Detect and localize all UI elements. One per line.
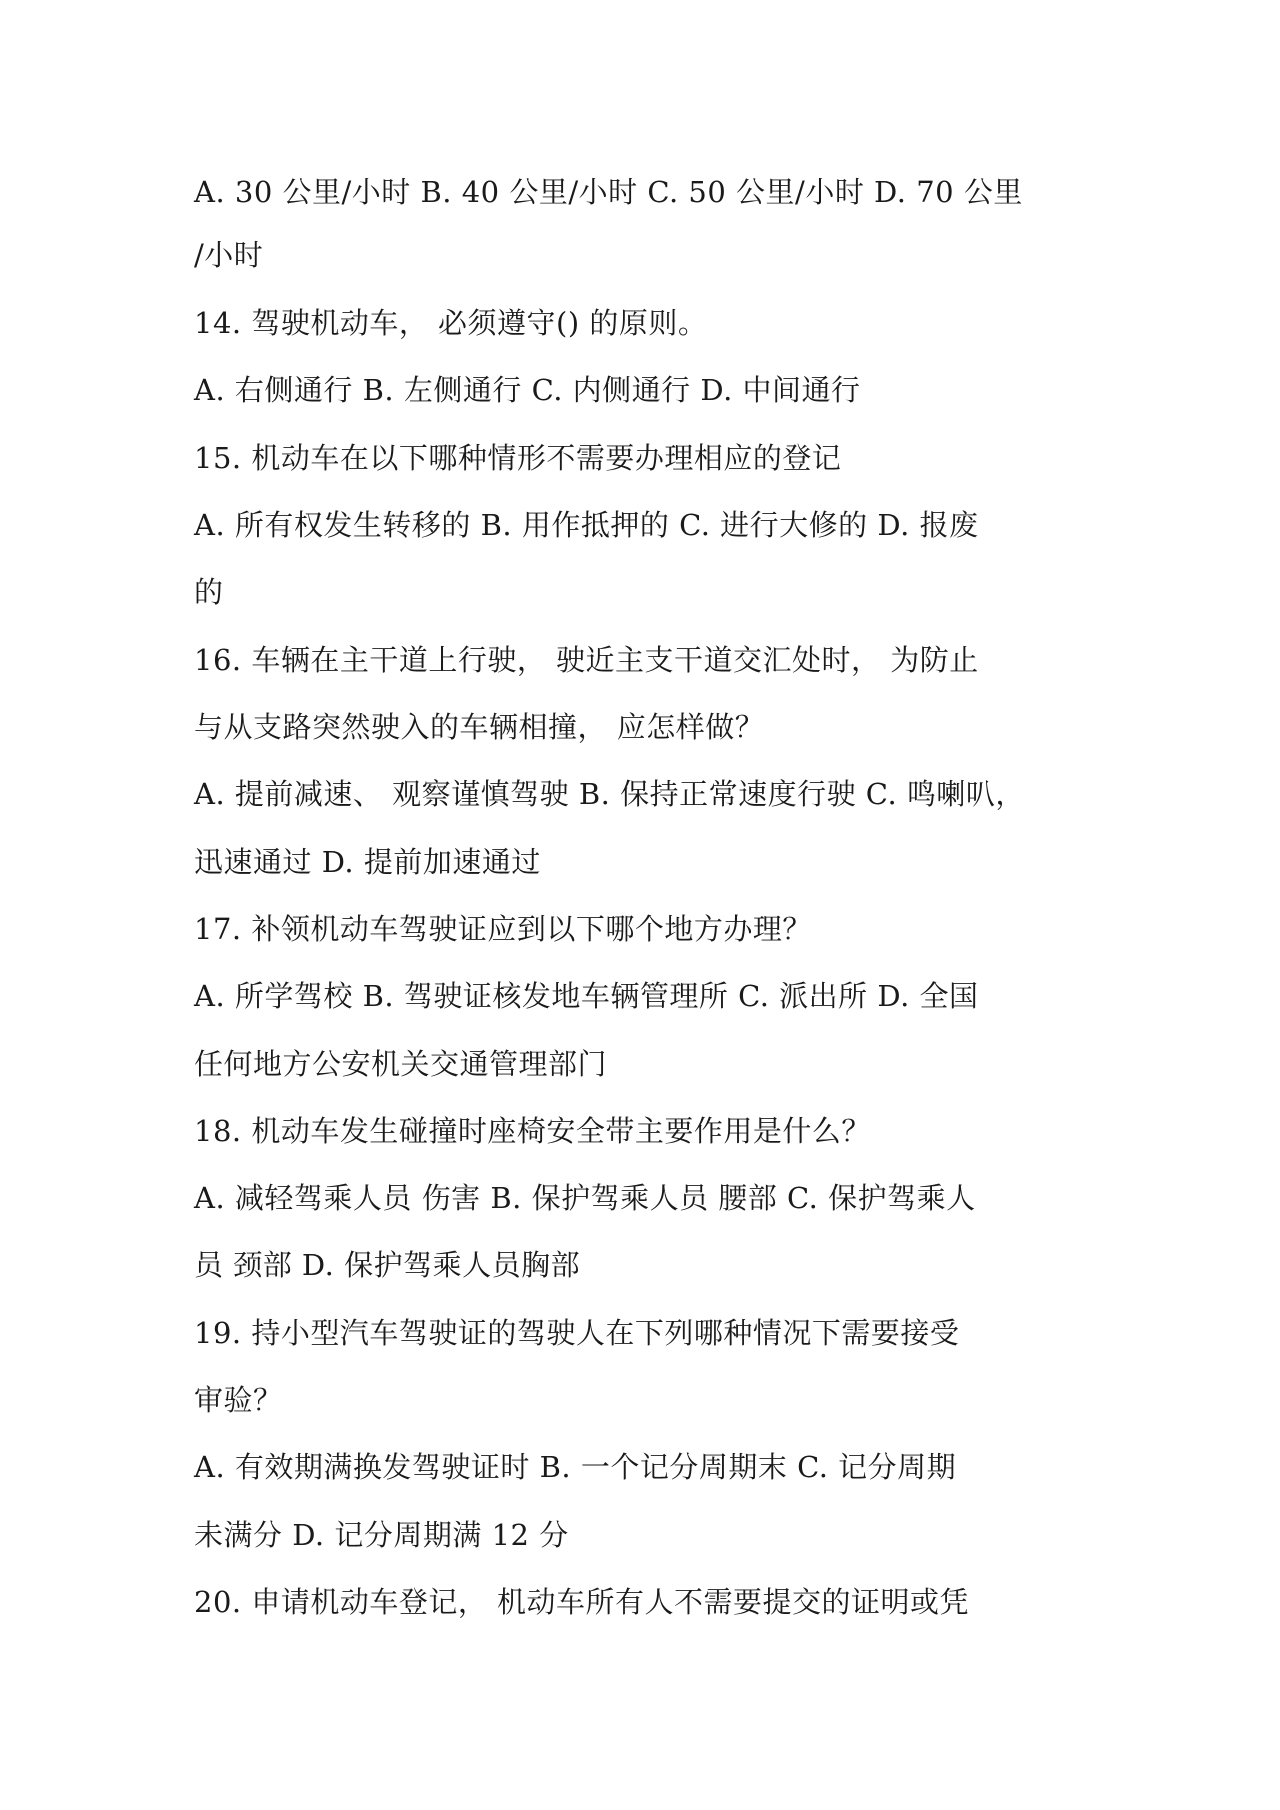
text-line: 未满分 D. 记分周期满 12 分 [194, 1518, 569, 1552]
question-20: 20. 申请机动车登记， 机动车所有人不需要提交的证明或凭 [194, 1585, 970, 1619]
question-16: 16. 车辆在主干道上行驶， 驶近主支干道交汇处时， 为防止 [194, 643, 979, 677]
question-17: 17. 补领机动车驾驶证应到以下哪个地方办理？ [194, 912, 812, 946]
question-19: 19. 持小型汽车驾驶证的驾驶人在下列哪种情况下需要接受 [194, 1316, 960, 1350]
text-line: /小时 [194, 238, 264, 272]
answer-options-16: A. 提前减速、 观察谨慎驾驶 B. 保持正常速度行驶 C. 鸣喇叭， [194, 777, 1025, 811]
text-line: A. 30 公里/小时 B. 40 公里/小时 C. 50 公里/小时 D. 70 公里 [194, 175, 1023, 209]
text-line: 的 [194, 575, 224, 609]
question-15: 15. 机动车在以下哪种情形不需要办理相应的登记 [194, 441, 842, 475]
text-line: 迅速通过 D. 提前加速通过 [194, 845, 541, 879]
question-18: 18. 机动车发生碰撞时座椅安全带主要作用是什么？ [194, 1114, 871, 1148]
question-14: 14. 驾驶机动车， 必须遵守() 的原则。 [194, 306, 708, 340]
text-line: 任何地方公安机关交通管理部门 [194, 1047, 608, 1081]
answer-options-18: A. 减轻驾乘人员 伤害 B. 保护驾乘人员 腰部 C. 保护驾乘人 [194, 1181, 976, 1215]
text-line: 审验？ [194, 1383, 283, 1417]
answer-options-14: A. 右侧通行 B. 左侧通行 C. 内侧通行 D. 中间通行 [194, 373, 861, 407]
answer-options-17: A. 所学驾校 B. 驾驶证核发地车辆管理所 C. 派出所 D. 全国 [194, 979, 979, 1013]
text-line: 员 颈部 D. 保护驾乘人员胸部 [194, 1248, 581, 1282]
answer-options-19: A. 有效期满换发驾驶证时 B. 一个记分周期末 C. 记分周期 [194, 1450, 957, 1484]
text-line: 与从支路突然驶入的车辆相撞， 应怎样做？ [194, 710, 765, 744]
answer-options-15: A. 所有权发生转移的 B. 用作抵押的 C. 进行大修的 D. 报废 [194, 508, 979, 542]
